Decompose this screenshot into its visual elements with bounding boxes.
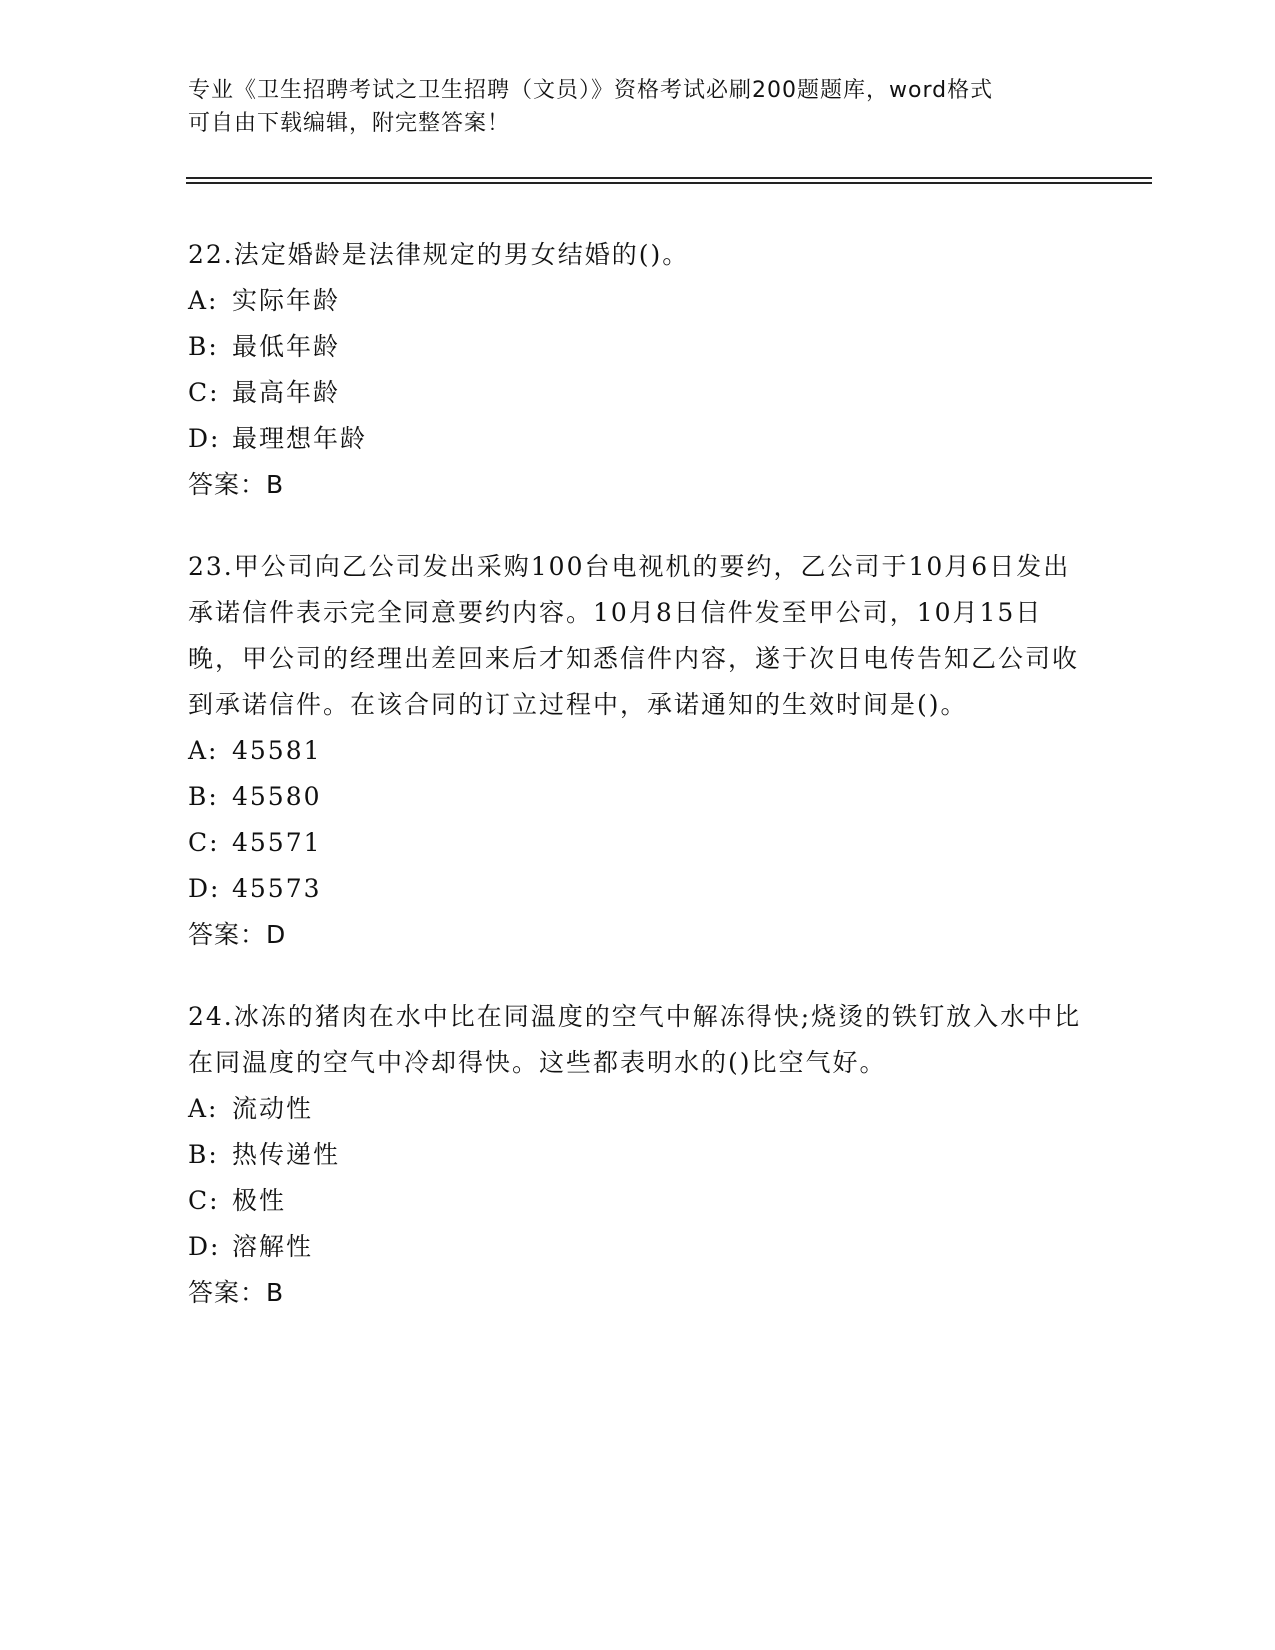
header-line-1: 专业《卫生招聘考试之卫生招聘（文员）》资格考试必刷200题题库，word格式 bbox=[188, 78, 994, 103]
option-text: 45571 bbox=[232, 828, 322, 857]
option-c bbox=[188, 1178, 1088, 1224]
option-b bbox=[188, 774, 1088, 820]
option-text: 极性 bbox=[232, 1186, 287, 1215]
option-b bbox=[188, 324, 1088, 370]
question-23 bbox=[188, 544, 1088, 958]
option-a bbox=[188, 1086, 1088, 1132]
option-c bbox=[188, 820, 1088, 866]
option-text: 实际年龄 bbox=[232, 286, 341, 315]
option-letter: B: bbox=[188, 1140, 219, 1169]
header-divider-bottom bbox=[186, 182, 1152, 184]
option-letter: C: bbox=[188, 1186, 220, 1215]
option-letter: C: bbox=[188, 828, 220, 857]
option-c bbox=[188, 370, 1088, 416]
header-divider-top bbox=[186, 177, 1152, 179]
option-b bbox=[188, 1132, 1088, 1178]
answer-line: 答案：B bbox=[188, 1278, 285, 1307]
document-header bbox=[188, 74, 1068, 140]
option-text: 45573 bbox=[232, 874, 322, 903]
option-text: 最高年龄 bbox=[232, 378, 341, 407]
option-text: 流动性 bbox=[232, 1094, 314, 1123]
question-stem: 24.冰冻的猪肉在水中比在同温度的空气中解冻得快;烧烫的铁钉放入水中比在同温度的空气中冷却得快。这些都表明水的()比空气好。 bbox=[188, 1002, 1082, 1077]
option-letter: B: bbox=[188, 332, 219, 361]
option-letter: A: bbox=[188, 1094, 219, 1123]
option-text: 热传递性 bbox=[232, 1140, 341, 1169]
option-letter: C: bbox=[188, 378, 220, 407]
question-stem: 22.法定婚龄是法律规定的男女结婚的()。 bbox=[188, 240, 690, 269]
option-letter: A: bbox=[188, 736, 219, 765]
option-text: 45581 bbox=[232, 736, 322, 765]
option-letter: D: bbox=[188, 1232, 221, 1261]
option-text: 最低年龄 bbox=[232, 332, 341, 361]
option-d bbox=[188, 866, 1088, 912]
answer-line: 答案：B bbox=[188, 470, 285, 499]
question-list bbox=[188, 232, 1088, 1352]
question-stem: 23.甲公司向乙公司发出采购100台电视机的要约，乙公司于10月6日发出承诺信件表示完全同意要约内容。10月8日信件发至甲公司，10月15日晚，甲公司的经理出差回来后才知悉信件内容，遂于次日电传告知乙公司收到承诺信件。在该合同的订立过程中，承诺通知的生效时间是()。 bbox=[188, 552, 1080, 719]
option-d bbox=[188, 1224, 1088, 1270]
option-letter: B: bbox=[188, 782, 219, 811]
option-letter: D: bbox=[188, 424, 221, 453]
option-text: 最理想年龄 bbox=[232, 424, 368, 453]
option-letter: A: bbox=[188, 286, 219, 315]
question-22 bbox=[188, 232, 1088, 508]
option-text: 45580 bbox=[232, 782, 322, 811]
option-d bbox=[188, 416, 1088, 462]
option-letter: D: bbox=[188, 874, 221, 903]
answer-line: 答案：D bbox=[188, 920, 287, 949]
option-text: 溶解性 bbox=[232, 1232, 314, 1261]
option-a bbox=[188, 728, 1088, 774]
question-24 bbox=[188, 994, 1088, 1316]
option-a bbox=[188, 278, 1088, 324]
header-line-2: 可自由下载编辑，附完整答案！ bbox=[188, 111, 511, 136]
